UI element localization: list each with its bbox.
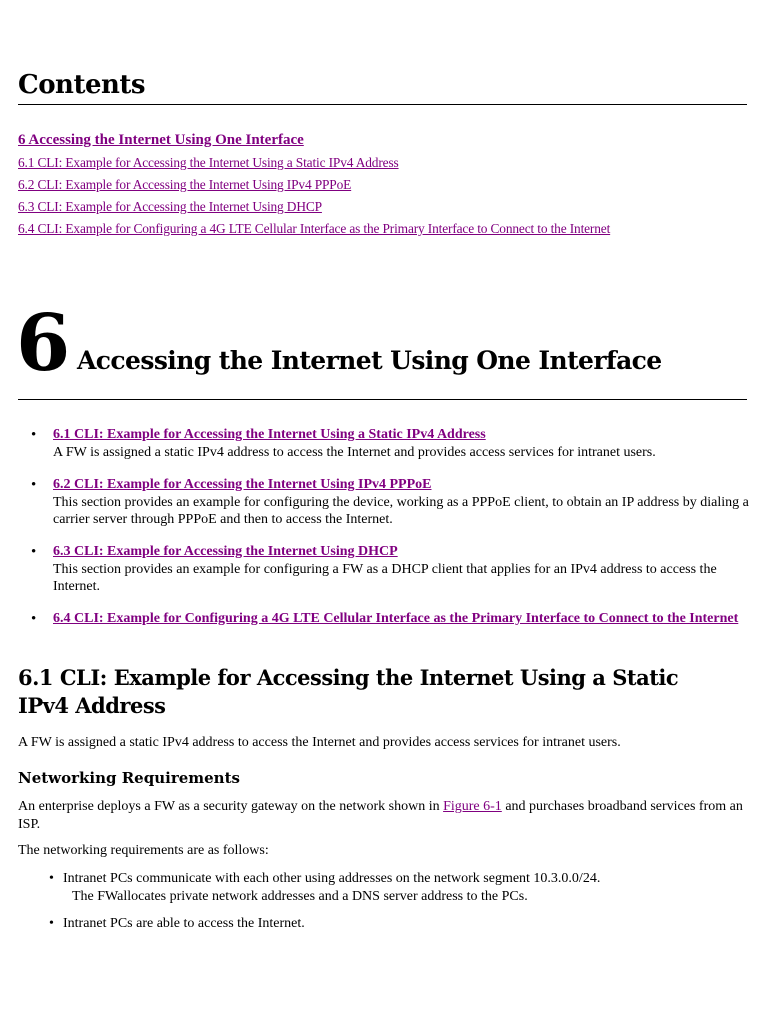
section-title: 6.1 CLI: Example for Accessing the Internet Using a Static IPv4 Address <box>18 665 679 718</box>
chapter-summary-list <box>53 426 753 642</box>
toc-link-chapter-6[interactable]: 6 Accessing the Internet Using One Interface <box>18 132 304 148</box>
networking-text-after: and purchases broadband services from an ISP. <box>18 799 743 832</box>
toc-link-6-2[interactable]: 6.2 CLI: Example for Accessing the Internet Using IPv4 PPPoE <box>18 177 352 192</box>
requirement-1-line-1: Intranet PCs communicate with each other using addresses on the network segment 10.3.0.0/24. <box>63 871 601 886</box>
figure-6-1-link[interactable]: Figure 6-1 <box>443 799 502 814</box>
toc-link-6-1[interactable]: 6.1 CLI: Example for Accessing the Internet Using a Static IPv4 Address <box>18 155 399 170</box>
list-item <box>63 870 743 905</box>
toc-link-6-3[interactable]: 6.3 CLI: Example for Accessing the Internet Using DHCP <box>18 199 322 214</box>
list-item <box>53 426 753 462</box>
chapter-divider <box>18 399 747 400</box>
contents-heading: Contents <box>18 70 146 100</box>
chapter-number: 6 <box>16 298 71 389</box>
section-intro: A FW is assigned a static IPv4 address to access the Internet and provides access services for intranet users. <box>18 735 621 750</box>
summary-link-6-3[interactable]: • 6.3 CLI: Example for Accessing the Internet Using DHCP <box>53 543 398 559</box>
networking-paragraph <box>18 798 748 834</box>
summary-desc-6-1: A FW is assigned a static IPv4 address to access the Internet and provides access services for intranet users. <box>53 445 656 460</box>
contents-divider <box>18 104 747 105</box>
summary-desc-6-2: This section provides an example for configuring the device, working as a PPPoE client, to obtain an IP address by dialing a carrier server through PPPoE and then to access the Internet. <box>53 494 749 527</box>
requirement-1-line-2: The FWallocates private network addresses and a DNS server address to the PCs. <box>72 888 528 904</box>
toc-link-6-4[interactable]: 6.4 CLI: Example for Configuring a 4G LTE Cellular Interface as the Primary Interface to Connect to the Internet <box>18 221 611 236</box>
requirements-intro: The networking requirements are as follows: <box>18 843 269 858</box>
requirements-list <box>63 870 743 943</box>
networking-requirements-heading: Networking Requirements <box>18 769 240 787</box>
list-item <box>53 476 753 529</box>
list-item <box>63 915 743 933</box>
table-of-contents <box>18 130 758 240</box>
requirement-2: Intranet PCs are able to access the Internet. <box>63 916 305 931</box>
summary-link-6-2[interactable]: • 6.2 CLI: Example for Accessing the Internet Using IPv4 PPPoE <box>53 476 432 492</box>
summary-link-6-4[interactable]: • 6.4 CLI: Example for Configuring a 4G LTE Cellular Interface as the Primary Interface to Connect to the Internet <box>53 610 739 626</box>
summary-desc-6-3: This section provides an example for configuring a FW as a DHCP client that applies for an IPv4 address to access the Internet. <box>53 561 717 594</box>
summary-link-6-1[interactable]: • 6.1 CLI: Example for Accessing the Internet Using a Static IPv4 Address <box>53 427 486 442</box>
list-item <box>53 610 753 628</box>
list-item <box>53 543 753 596</box>
chapter-heading <box>16 296 756 392</box>
chapter-title: Accessing the Internet Using One Interface <box>77 346 662 375</box>
networking-text-before: An enterprise deploys a FW as a security gateway on the network shown in <box>18 799 444 814</box>
